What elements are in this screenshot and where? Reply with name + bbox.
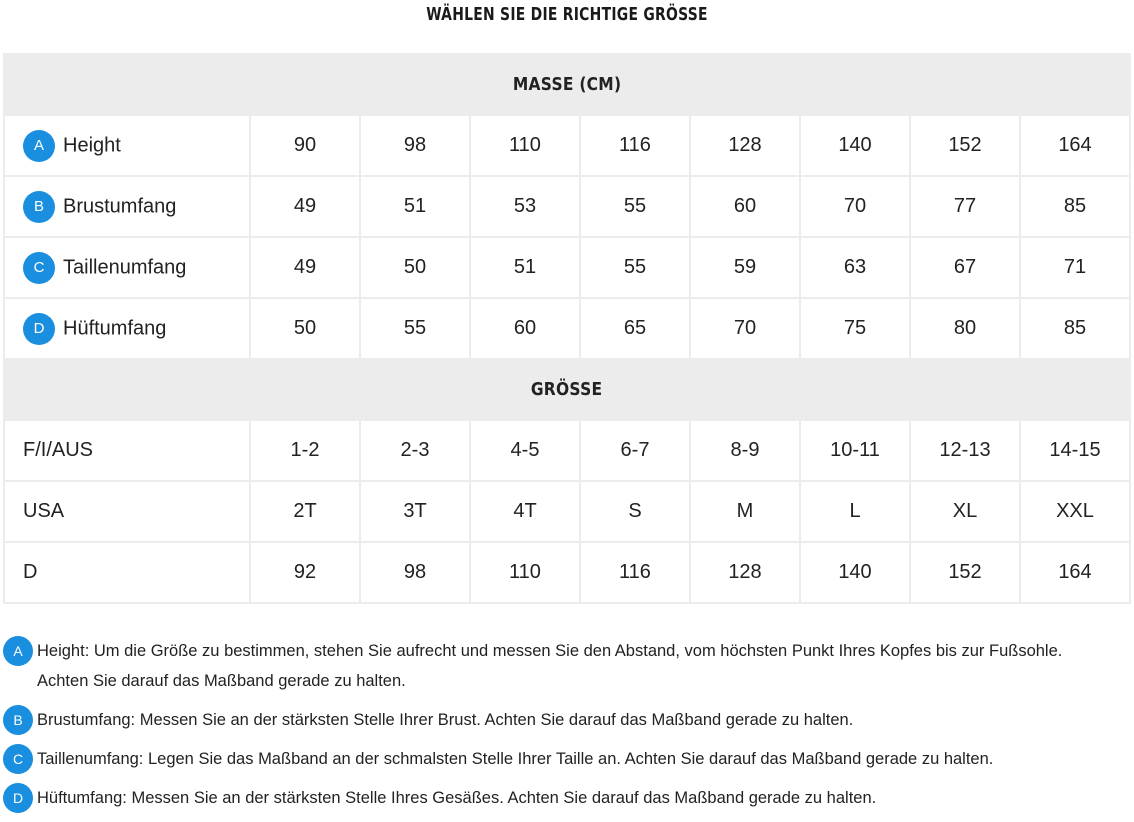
table-cell: 67 [910, 237, 1020, 298]
table-cell: 50 [250, 298, 360, 359]
note-text: Taillenumfang: Legen Sie das Maßband an der schmalsten Stelle Ihrer Taille an. Achten Sie darauf das Maßband gerade zu halten. [37, 750, 994, 768]
table-cell: 59 [690, 237, 800, 298]
table-cell: M [690, 481, 800, 542]
table-cell: 6-7 [580, 420, 690, 481]
table-cell: 55 [580, 176, 690, 237]
table-cell: 49 [250, 237, 360, 298]
row-label-cell [4, 115, 250, 176]
table-cell: 164 [1020, 542, 1130, 603]
note-badge-icon: B [3, 705, 33, 735]
table-cell: 12-13 [910, 420, 1020, 481]
note-badge-icon: D [3, 783, 33, 813]
row-label-cell [4, 176, 250, 237]
table-cell: 70 [800, 176, 910, 237]
table-cell: 90 [250, 115, 360, 176]
table-cell: 116 [580, 542, 690, 603]
table-cell: 128 [690, 115, 800, 176]
table-cell: 50 [360, 237, 470, 298]
table-cell: S [580, 481, 690, 542]
measure-badge-icon: C [23, 252, 55, 284]
sizes-header [4, 359, 1130, 420]
table-cell: 128 [690, 542, 800, 603]
table-cell: 77 [910, 176, 1020, 237]
table-row [4, 298, 1130, 359]
table-cell: 1-2 [250, 420, 360, 481]
note-text: Hüftumfang: Messen Sie an der stärksten Stelle Ihres Gesäßes. Achten Sie darauf das Maßband gerade zu halten. [37, 789, 877, 807]
note-text: Height: Um die Größe zu bestimmen, stehen Sie aufrecht und messen Sie den Abstand, vom höchsten Punkt Ihres Kopfes bis zur Fußsohle. [37, 642, 1063, 660]
measure-badge-icon: D [23, 313, 55, 345]
size-chart-table [3, 53, 1131, 604]
table-cell: 63 [800, 237, 910, 298]
table-cell: 70 [690, 298, 800, 359]
table-cell: 140 [800, 115, 910, 176]
table-cell: 2-3 [360, 420, 470, 481]
table-row [4, 115, 1130, 176]
table-row [4, 420, 1130, 481]
table-cell: 4-5 [470, 420, 580, 481]
table-cell: 55 [580, 237, 690, 298]
row-label-cell [4, 420, 250, 481]
row-label: Height [63, 134, 121, 156]
note-item [3, 705, 1134, 735]
table-cell: 80 [910, 298, 1020, 359]
table-cell: 60 [690, 176, 800, 237]
row-label: Brustumfang [63, 195, 177, 217]
table-cell: 10-11 [800, 420, 910, 481]
measure-badge-icon: B [23, 191, 55, 223]
table-cell: 75 [800, 298, 910, 359]
row-label: F/I/AUS [23, 439, 94, 462]
table-cell: 85 [1020, 298, 1130, 359]
note-badge-icon: C [3, 744, 33, 774]
sizes-header-label: GRÖSSE [531, 379, 603, 400]
table-cell: 51 [470, 237, 580, 298]
table-cell: 164 [1020, 115, 1130, 176]
table-cell: 55 [360, 298, 470, 359]
table-cell: XXL [1020, 481, 1130, 542]
table-cell: XL [910, 481, 1020, 542]
table-cell: 116 [580, 115, 690, 176]
note-text: Brustumfang: Messen Sie an der stärksten Stelle Ihrer Brust. Achten Sie darauf das Maßband gerade zu halten. [37, 711, 854, 729]
table-cell: 53 [470, 176, 580, 237]
table-cell: 51 [360, 176, 470, 237]
table-cell: 152 [910, 542, 1020, 603]
row-label: Hüftumfang [63, 317, 167, 339]
table-cell: 110 [470, 115, 580, 176]
table-cell: 3T [360, 481, 470, 542]
measurement-notes [3, 636, 1134, 822]
table-cell: 140 [800, 542, 910, 603]
table-cell: 71 [1020, 237, 1130, 298]
row-label-cell [4, 481, 250, 542]
table-cell: 14-15 [1020, 420, 1130, 481]
row-label: USA [23, 500, 65, 523]
table-cell: L [800, 481, 910, 542]
table-cell: 92 [250, 542, 360, 603]
table-cell: 65 [580, 298, 690, 359]
note-item [3, 783, 1134, 813]
page-title: WÄHLEN SIE DIE RICHTIGE GRÖSSE [426, 4, 708, 25]
table-cell: 60 [470, 298, 580, 359]
table-row [4, 176, 1130, 237]
table-cell: 152 [910, 115, 1020, 176]
row-label: D [23, 561, 38, 584]
note-item [3, 636, 1134, 696]
row-label-cell [4, 298, 250, 359]
measurements-header-label: MASSE (CM) [512, 74, 622, 95]
table-row [4, 237, 1130, 298]
table-cell: 85 [1020, 176, 1130, 237]
table-cell: 4T [470, 481, 580, 542]
note-text: Achten Sie darauf das Maßband gerade zu halten. [37, 672, 406, 690]
row-label-cell [4, 542, 250, 603]
row-label-cell [4, 237, 250, 298]
table-cell: 98 [360, 542, 470, 603]
note-badge-icon: A [3, 636, 33, 666]
table-row [4, 542, 1130, 603]
table-cell: 49 [250, 176, 360, 237]
table-cell: 110 [470, 542, 580, 603]
row-label: Taillenumfang [63, 256, 187, 278]
note-item [3, 744, 1134, 774]
table-row [4, 481, 1130, 542]
table-cell: 98 [360, 115, 470, 176]
measurements-header [4, 54, 1130, 115]
table-cell: 8-9 [690, 420, 800, 481]
table-cell: 2T [250, 481, 360, 542]
measure-badge-icon: A [23, 130, 55, 162]
